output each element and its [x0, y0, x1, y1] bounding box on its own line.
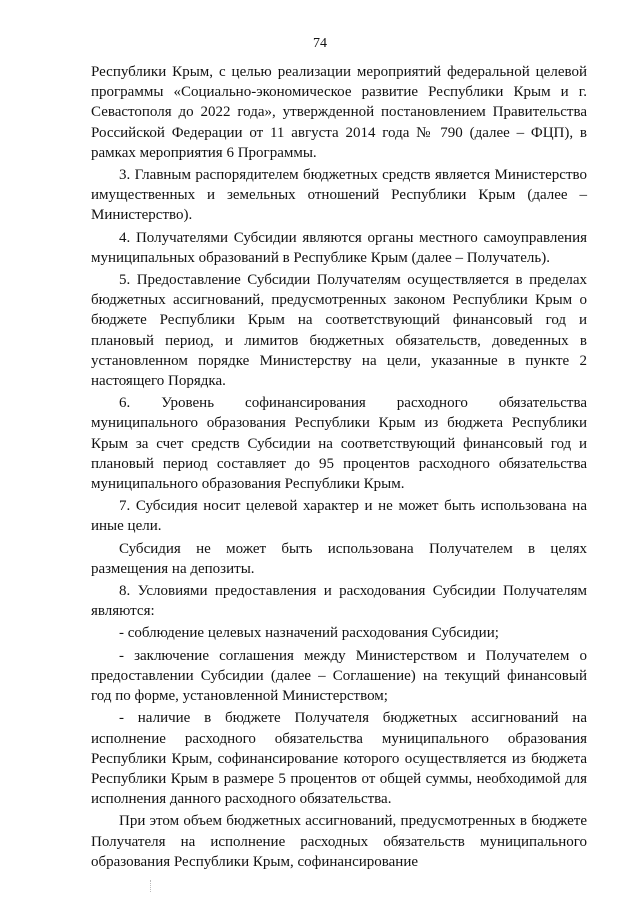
paragraph-item-7: 7. Субсидия носит целевой характер и не может быть использована на иные цели. — [91, 498, 587, 535]
paragraph-item-6: 6. Уровень софинансирования расходного обязательства муниципального образования Республики Крым из бюджета Республики Крым за счет средств Субсидии на соответствующий финансовый год и плановый период составляет до 95 процентов расходного обязательства муниципального образования Республики Крым. — [91, 395, 587, 493]
paragraph-continuation: Республики Крым, с целью реализации мероприятий федеральной целевой программы «Социально-экономическое развитие Республики Крым и г. Севастополя до 2022 года», утвержденной постановлением Правительства Российской Федерации от 11 августа 2014 года № 790 (далее – ФЦП), в рамках мероприятия 6 Программы. — [91, 64, 587, 161]
paragraph-funding-note: При этом объем бюджетных ассигнований, предусмотренных в бюджете Получателя на исполнение расходных обязательств муниципального образования Республики Крым, софинансирование — [91, 813, 587, 870]
paragraph-item-8: 8. Условиями предоставления и расходования Субсидии Получателям являются: — [91, 583, 587, 620]
scan-artifact-mark — [150, 880, 152, 892]
paragraph-item-7-note: Субсидия не может быть использована Получателем в целях размещения на депозиты. — [91, 540, 587, 577]
list-item-condition-2: - заключение соглашения между Министерством и Получателем о предоставлении Субсидии (далее – Соглашение) на текущий финансовый год по форме, установленной Министерством; — [91, 647, 587, 705]
page-number: 74 — [313, 36, 327, 51]
paragraph-item-3: 3. Главным распорядителем бюджетных средств является Министерство имущественных и земельных отношений Республики Крым (далее – Министерство). — [91, 167, 587, 224]
document-body — [91, 62, 587, 872]
list-item-condition-1: - соблюдение целевых назначений расходования Субсидии; — [119, 625, 499, 642]
paragraph-item-4: 4. Получателями Субсидии являются органы местного самоуправления муниципальных образований в Республике Крым (далее – Получатель). — [91, 229, 587, 266]
paragraph-item-5: 5. Предоставление Субсидии Получателям осуществляется в пределах бюджетных ассигнований, предусмотренных законом Республики Крым о бюджете Республики Крым на соответствующий финансовый год и плановый период, и лимитов бюджетных обязательств, доведенных в установленном порядке Министерству на цели, указанные в пункте 2 настоящего Порядка. — [91, 272, 587, 390]
list-item-condition-3: - наличие в бюджете Получателя бюджетных ассигнований на исполнение расходного обязательства муниципального образования Республики Крым, софинансирование которого осуществляется из бюджета Республики Крым в размере 5 процентов от общей суммы, необходимой для исполнения данного расходного обязательства. — [91, 710, 587, 808]
